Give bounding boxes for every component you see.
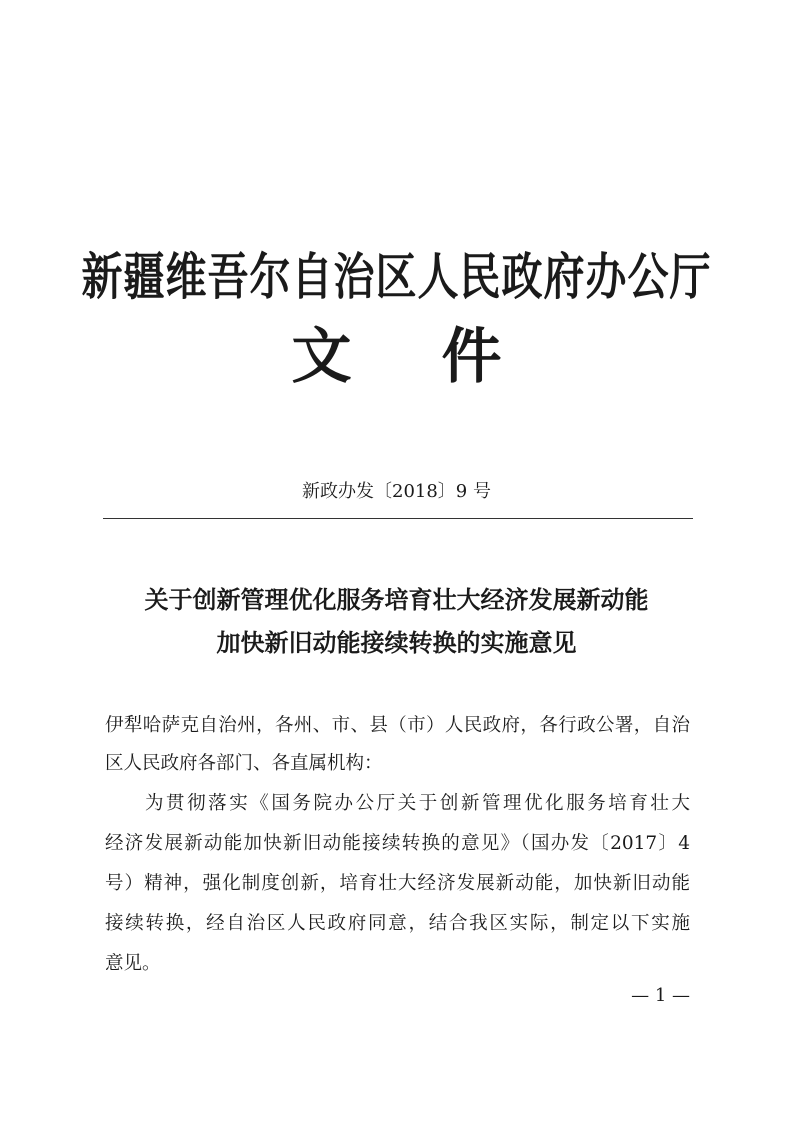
header-divider <box>103 518 693 519</box>
title-line-2: 加快新旧动能接续转换的实施意见 <box>216 628 577 657</box>
body-line-6: 接续转换，经自治区人民政府同意，结合我区实际，制定以下实施 <box>105 913 690 934</box>
body-line-2: 区人民政府各部门、各直属机构： <box>105 753 383 774</box>
body-line-7: 意见。 <box>105 953 161 974</box>
title-line-1: 关于创新管理优化服务培育壮大经济发展新动能 <box>144 585 649 614</box>
body-line-5: 号）精神，强化制度创新，培育壮大经济发展新动能，加快新旧动能 <box>105 873 690 894</box>
body-line-1: 伊犁哈萨克自治州，各州、市、县（市）人民政府，各行政公署，自治 <box>105 715 690 736</box>
body-line-4: 经济发展新动能加快新旧动能接续转换的意见》（国办发〔2017〕4 <box>105 833 690 854</box>
document-type: 文件 <box>291 322 592 392</box>
issuer-name: 新疆维吾尔自治区人民政府办公厅 <box>81 247 712 307</box>
document-number: 新政办发〔2018〕9 号 <box>302 481 491 502</box>
page-number: — 1 — <box>631 985 690 1006</box>
body-line-3: 为贯彻落实《国务院办公厅关于创新管理优化服务培育壮大 <box>145 793 690 814</box>
